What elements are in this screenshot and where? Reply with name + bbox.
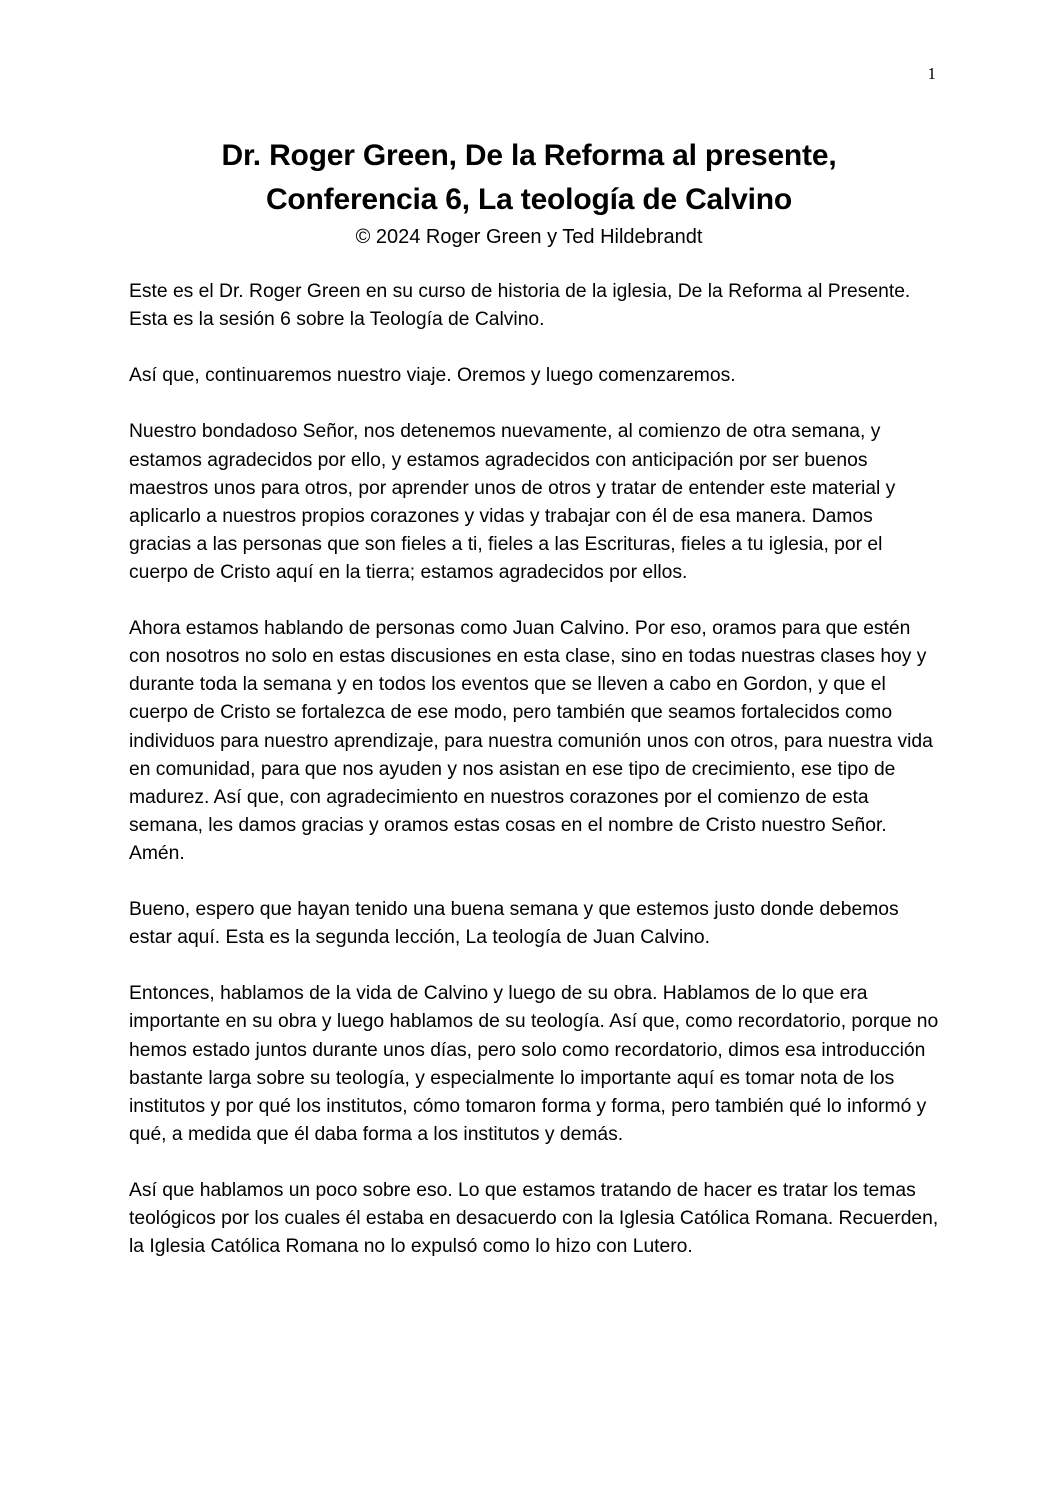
document-title-line-2: Conferencia 6, La teología de Calvino — [265, 183, 793, 216]
paragraph: Ahora estamos hablando de personas como Juan Calvino. Por eso, oramos para que estén con nosotros no solo en estas discusiones en esta clase, sino en todas nuestras clases hoy y durante toda la semana y en todos los eventos que se lleven a cabo en Gordon, y que el cuerpo de Cristo se fortalezca de ese modo, pero también que seamos fortalecidos como individuos para nuestro aprendizaje, para nuestra comunión unos con otros, para nuestra vida en comunidad, para que nos ayuden y nos asistan en ese tipo de crecimiento, ese tipo de madurez. Así que, con agradecimiento en nuestros corazones por el comienzo de esta semana, les damos gracias y oramos estas cosas en el nombre de Cristo nuestro Señor. Amén. — [129, 618, 933, 864]
document-body — [129, 278, 939, 1289]
paragraph: Nuestro bondadoso Señor, nos detenemos nuevamente, al comienzo de otra semana, y estamos agradecidos por ello, y estamos agradecidos con anticipación por ser buenos maestros unos para otros, por aprender unos de otros y tratar de entender este material y aplicarlo a nuestros propios corazones y vidas y trabajar con él de esa manera. Damos gracias a las personas que son fieles a ti, fieles a las Escrituras, fieles a tu iglesia, por el cuerpo de Cristo aquí en la tierra; estamos agradecidos por ellos. — [129, 421, 896, 583]
paragraph: Así que, continuaremos nuestro viaje. Oremos y luego comenzaremos. — [129, 365, 736, 387]
page-number: 1 — [927, 64, 936, 83]
paragraph: Así que hablamos un poco sobre eso. Lo que estamos tratando de hacer es tratar los temas teológicos por los cuales él estaba en desacuerdo con la Iglesia Católica Romana. Recuerden, la Iglesia Católica Romana no lo expulsó como lo hizo con Lutero. — [129, 1180, 939, 1258]
copyright-notice: © 2024 Roger Green y Ted Hildebrandt — [355, 226, 703, 248]
document-header — [100, 134, 958, 252]
paragraph: Este es el Dr. Roger Green en su curso de historia de la iglesia, De la Reforma al Presente. Esta es la sesión 6 sobre la Teología de Calvino. — [129, 281, 911, 331]
document-title-line-1: Dr. Roger Green, De la Reforma al presente, — [221, 139, 837, 172]
paragraph: Bueno, espero que hayan tenido una buena semana y que estemos justo donde debemos estar aquí. Esta es la segunda lección, La teología de Juan Calvino. — [129, 899, 899, 949]
paragraph: Entonces, hablamos de la vida de Calvino y luego de su obra. Hablamos de lo que era importante en su obra y luego hablamos de su teología. Así que, como recordatorio, porque no hemos estado juntos durante unos días, pero solo como recordatorio, dimos esa introducción bastante larga sobre su teología, y especialmente lo importante aquí es tomar nota de los institutos y por qué los institutos, cómo tomaron forma y forma, pero también qué lo informó y qué, a medida que él daba forma a los institutos y demás. — [129, 983, 939, 1145]
